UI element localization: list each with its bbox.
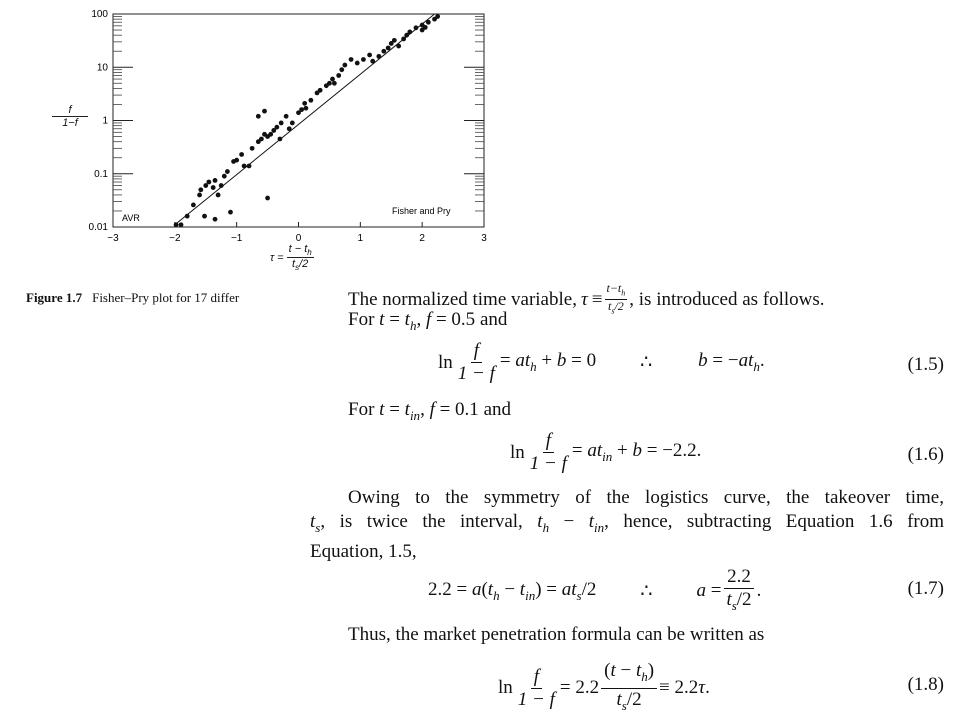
data-point <box>198 187 203 192</box>
data-point <box>211 185 216 190</box>
data-point <box>202 214 207 219</box>
data-point <box>355 61 360 66</box>
eq-number-1-6: (1.6) <box>907 444 944 465</box>
x-tick-label: 3 <box>481 233 487 244</box>
data-point <box>308 98 313 103</box>
data-point <box>213 178 218 183</box>
annotation-avr: AVR <box>122 213 140 223</box>
y-axis-label: f 1−f <box>52 104 88 129</box>
p2: For <box>348 309 375 330</box>
data-point <box>216 193 221 198</box>
data-point <box>349 57 354 62</box>
data-point <box>342 63 347 68</box>
data-point <box>290 121 295 126</box>
data-point <box>228 210 233 215</box>
equation-1-8: ln $\frac{f}{1 - f}$ = 2.2 $\frac{(t - t_h)}{t_s/2}$ ≡ 2.2τ. <box>498 660 710 713</box>
data-point <box>284 114 289 119</box>
data-point <box>401 37 406 42</box>
eq-number-1-7: (1.7) <box>907 578 944 599</box>
figure-caption <box>26 290 288 306</box>
caption-label: Figure 1.7 <box>26 290 83 305</box>
data-point <box>302 101 307 106</box>
data-point <box>250 146 255 151</box>
data-point <box>234 158 239 163</box>
data-point <box>423 25 428 30</box>
data-point <box>265 196 270 201</box>
data-point <box>304 106 309 111</box>
data-point <box>256 114 261 119</box>
data-point <box>259 137 264 142</box>
caption-text: Fisher–Pry plot for 17 differ <box>92 290 240 305</box>
data-point <box>336 73 341 78</box>
paragraph-tin: For $t = t_{in}$, f = 0.1 and <box>348 399 511 423</box>
data-point <box>367 53 372 58</box>
data-point <box>299 107 304 112</box>
data-point <box>242 164 247 169</box>
equation-1-6: ln $\frac{f}{1 - f}$ = $at_{in} + b = -2.2$. <box>510 430 702 474</box>
x-axis-label: τ = $\frac{t - t_h}{t_s/2}$ <box>270 243 312 273</box>
x-tick-label: −1 <box>230 233 243 244</box>
data-point <box>185 214 190 219</box>
data-point <box>206 180 211 185</box>
data-point <box>435 14 440 19</box>
equation-1-5: ln $\frac{f}{1 - f}$ = $at_h + b = 0$ ∴ $b = -at_h$. <box>438 340 765 384</box>
annotation-fisher-pry: Fisher and Pry <box>392 206 451 216</box>
eq-number-1-8: (1.8) <box>907 674 944 695</box>
y-tick-label: 100 <box>91 9 108 20</box>
data-point <box>327 81 332 86</box>
eq-number-1-5: (1.5) <box>907 354 944 375</box>
p3: For <box>348 399 375 420</box>
p5: Thus, the market penetration formula can be written as <box>348 624 765 645</box>
equation-1-7: $2.2 = a(t_h - t_{in}) = at_s/2$ ∴ a = $\frac{2.2}{t_s/2}$ . <box>428 566 762 613</box>
data-point <box>262 109 267 114</box>
paragraph-th: For $t = t_h$, f = 0.5 and <box>348 309 508 333</box>
data-point <box>179 222 184 227</box>
data-point <box>381 49 386 54</box>
data-point <box>332 81 337 86</box>
x-tick-label: 1 <box>357 233 364 244</box>
data-point <box>274 125 279 130</box>
data-point <box>392 38 397 43</box>
data-point <box>287 126 292 131</box>
x-tick-label: 2 <box>419 233 425 244</box>
data-point <box>361 57 366 62</box>
data-point <box>426 20 431 25</box>
data-point <box>376 54 381 59</box>
p4c: hence, subtracting Equation 1.6 from <box>623 511 945 532</box>
data-point <box>197 193 202 198</box>
paragraph-symmetry: Owing to the symmetry of the logistics curve, the takeover time, $t_s$, is twice the interval, $t_h - t_{in}$, hence, subtracting Equation 1.6 from Equation, 1.5, <box>310 487 945 562</box>
p1a: The normalized time variable, <box>348 288 577 310</box>
data-point <box>330 77 335 82</box>
data-point <box>396 44 401 49</box>
data-point <box>239 152 244 157</box>
x-tick-label: −3 <box>107 233 119 244</box>
y-tick-label: 0.1 <box>94 168 108 180</box>
p4b: is twice the interval, <box>339 511 523 532</box>
data-point <box>278 137 283 142</box>
plot-frame <box>113 14 484 227</box>
data-point <box>213 217 218 222</box>
p1b: , is introduced as follows. <box>629 288 825 310</box>
data-point <box>247 164 252 169</box>
data-point <box>191 203 196 208</box>
paragraph-thus <box>348 623 764 647</box>
data-point <box>386 46 391 51</box>
data-point <box>407 30 412 35</box>
data-point <box>174 222 179 227</box>
data-point <box>268 132 273 137</box>
p4d: Equation, 1.5, <box>310 540 417 562</box>
fisher-pry-chart <box>40 8 510 278</box>
data-point <box>370 59 375 64</box>
data-point <box>339 67 344 72</box>
fit-line <box>175 14 435 225</box>
paragraph-normalized: The normalized time variable, τ ≡ $\frac{t-t_h}{t_s/2}$ , is introduced as follows. <box>348 281 825 316</box>
data-point <box>219 183 224 188</box>
data-point <box>225 169 230 174</box>
y-tick-label: 0.01 <box>88 222 108 233</box>
data-point <box>318 88 323 93</box>
p3b: and <box>483 399 511 420</box>
p2b: and <box>479 309 508 330</box>
y-tick-label: 1 <box>102 115 108 127</box>
data-point <box>414 25 419 30</box>
x-tick-label: 0 <box>295 233 302 244</box>
data-point <box>222 174 227 179</box>
data-point <box>279 121 284 126</box>
y-tick-label: 10 <box>96 62 108 74</box>
x-tick-label: −2 <box>169 233 181 244</box>
p4: Owing to the symmetry of the logistics curve, the takeover time, <box>348 487 944 508</box>
